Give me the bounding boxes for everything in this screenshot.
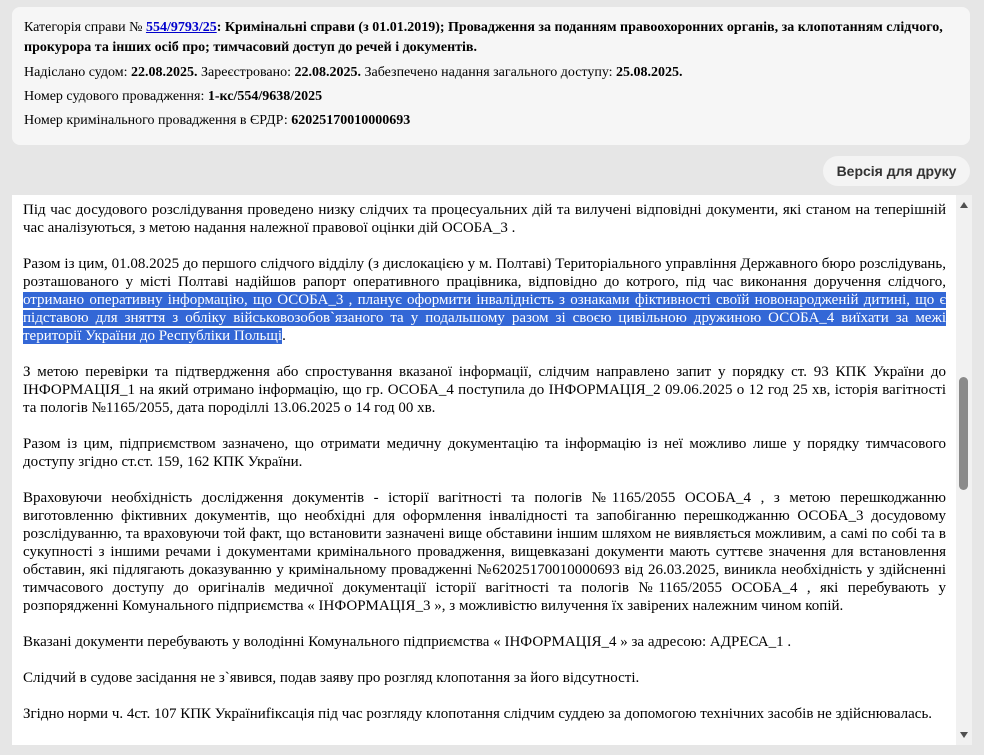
paragraph-1: Під час досудового розслідування проведено низку слідчих та процесуальних дій та вилучені відповідні документи, які станом на теперішній час аналізуються, з метою надання належної правової оцінки дій ОСОБА_3 .	[23, 202, 946, 236]
access-label: Забезпечено надання загального доступу:	[360, 65, 617, 80]
paragraph-6: Вказані документи перебувають у володінні Комунального підприємства « ІНФОРМАЦІЯ_4 » за адресою: АДРЕСА_1 .	[23, 634, 792, 650]
scroll-thumb[interactable]	[959, 377, 968, 490]
paragraph-8: Згідно норми ч. 4ст. 107 КПК Україниfiксація під час розгляду клопотання слідчим суддею за допомогою технічних засобів не здійснювалась.	[23, 706, 933, 722]
vertical-scrollbar[interactable]	[956, 195, 972, 745]
paragraph-5: Враховуючи необхідність дослідження документів - історії вагітності та пологів №1165/2055 ОСОБА_4 , з метою перешкоджанню виготовленню фіктивних документів, що необхідні для оформлення інвалідності та запобіганню перешкоджанню ОСОБА_3 досудовому розслідуванню, та враховуючи той факт, що встановити зазначені вище обставини іншим шляхом не виявляється можливим, а самі по собі та в сукупності з іншими речами і документами кримінального провадження, вищевказані документи мають суттєве значення для встановлення обставин, які підлягають доказуванню у кримінальному провадженні №62025170010000693 від 26.03.2025, виникла необхідність у здійсненні тимчасового доступу до оригіналів медичної документації історії вагітності та пологів №1165/2055 ОСОБА_4 , які перебувають у розпорядженні Комунального підприємства « ІНФОРМАЦІЯ_3 », з можливістю вилучення їх завірених належним чином копій.	[23, 490, 946, 614]
court-proc-number: 1-кс/554/9638/2025	[207, 89, 323, 104]
case-category-line	[24, 18, 958, 58]
paragraph-2	[23, 255, 946, 345]
sent-label: Надіслано судом:	[24, 65, 131, 80]
paragraph-4: Разом із цим, підприємством зазначено, що отримати медичну документацію та інформацію із неї можливо лише у порядку тимчасового доступу згідно ст.ст. 159, 162 КПК України.	[23, 436, 946, 470]
paragraph-2-start: Разом із цим, 01.08.2025 до першого слідчого відділу (з дислокацією у м. Полтаві) Територіального управління Державного бюро розслідувань, розташованого у місті Полтаві надійшов рапорт оперативного працівника, відповідно до котрого, під час виконання доручення слідчого,	[23, 256, 946, 290]
dates-line	[24, 62, 958, 84]
registered-label: Зареєстровано:	[197, 65, 295, 80]
access-date: 25.08.2025.	[616, 65, 683, 80]
print-version-button[interactable]: Версія для друку	[823, 156, 970, 186]
category-prefix: Категорія справи №	[24, 20, 146, 35]
case-info-card	[12, 7, 970, 145]
triangle-down-icon	[959, 731, 969, 739]
triangle-up-icon	[959, 201, 969, 209]
category-text: : Кримінальні справи (з 01.01.2019); Провадження за поданням правоохоронних органів, за клопотанням слідчого, прокурора та інших осіб про; тимчасовий доступ до речей і документів.	[24, 20, 943, 55]
document-panel	[12, 195, 972, 745]
paragraph-3: З метою перевірки та підтвердження або спростування вказаної інформації, слідчим направлено запит у порядку ст. 93 КПК України до ІНФОРМАЦІЯ_1 на який отримано інформацію, що гр. ОСОБА_4 поступила до ІНФОРМАЦІЯ_2 09.06.2025 о 12 год 25 хв, історія вагітності та пологів №1165/2055, дата породіллі 13.06.2025 о 14 год 00 хв.	[23, 364, 946, 416]
document-text	[23, 201, 946, 741]
case-number-link[interactable]: 554/9793/25	[145, 20, 217, 35]
sent-date: 22.08.2025.	[131, 65, 198, 80]
paragraph-7: Слідчий в судове засідання не з`явився, подав заяву про розгляд клопотання за його відсутності.	[23, 670, 640, 686]
selected-text: отримано оперативну інформацію, що ОСОБА_3 , планує оформити інвалідність з ознаками фіктивності своїй новонародженій дитині, що є підставою для зняття з обліку військовозобов`язаного та у подальшому разом зі своєю цивільною дружиною ОСОБА_4 виїхати за межі території України до Республіки Польщі	[23, 292, 946, 344]
criminal-proceeding-line	[24, 110, 958, 132]
registered-date: 22.08.2025.	[294, 65, 361, 80]
court-proc-label: Номер судового провадження:	[24, 89, 208, 104]
criminal-proc-number: 62025170010000693	[291, 113, 411, 128]
scroll-down-button[interactable]	[956, 727, 972, 743]
scroll-up-button[interactable]	[956, 197, 972, 213]
court-proceeding-line	[24, 86, 958, 108]
criminal-proc-label: Номер кримінального провадження в ЄРДР:	[24, 113, 292, 128]
paragraph-2-end: .	[282, 328, 286, 344]
